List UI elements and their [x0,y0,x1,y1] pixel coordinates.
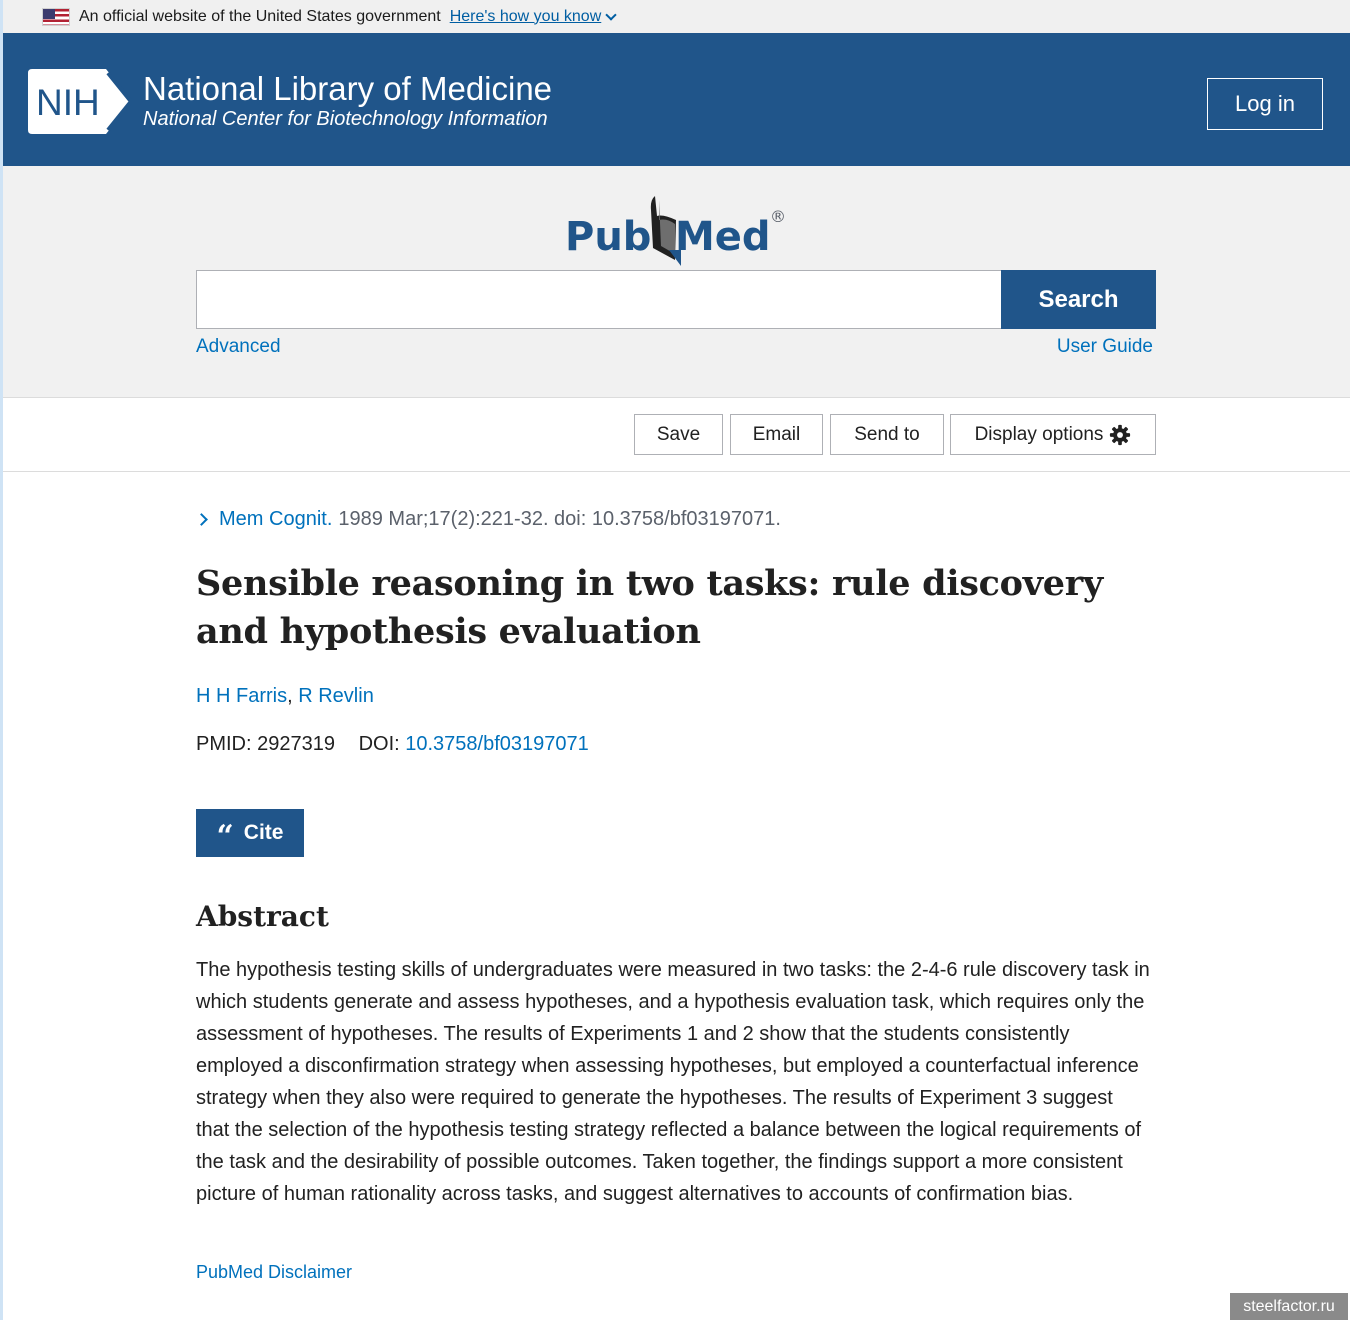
search-area [3,166,1350,398]
author-separator: , [287,685,293,707]
watermark: steelfactor.ru [1230,1293,1348,1320]
abstract-text: The hypothesis testing skills of undergraduates were measured in two tasks: the 2-4-6 rule discovery task in which students generate and assess hypotheses, and a hypothesis evaluation task, which requires only the assessment of hypotheses. The results of Experiments 1 and 2 show that the students consistently employed a disconfirmation strategy when assessing hypotheses, but employed a counterfactual inference strategy when they also were required to generate the hypotheses. The results of Experiment 3 suggest that the selection of the hypothesis testing strategy reflected a balance between the logical requirements of the task and the desirability of possible outcomes. Taken together, the findings support a more consistent picture of human rationality across tasks, and suggest alternatives to accounts of confirmation bias. [196,959,1150,1205]
doi-link[interactable]: 10.3758/bf03197071 [405,733,589,755]
nih-logo-text: NIH [36,82,100,123]
display-options-button[interactable] [950,414,1156,455]
save-button[interactable]: Save [634,414,723,455]
login-button[interactable]: Log in [1207,78,1323,130]
citation-line [196,508,781,531]
pmid-value: 2927319 [257,733,335,755]
article-title: Sensible reasoning in two tasks: rule discovery and hypothesis evaluation [196,563,1103,652]
send-to-button[interactable]: Send to [830,414,944,455]
nih-header [3,33,1350,166]
email-button[interactable]: Email [730,414,823,455]
pmid-label: PMID: [196,733,252,755]
registered-mark: ® [770,207,786,226]
chevron-right-icon[interactable] [195,513,208,526]
how-you-know-label: Here's how you know [449,7,602,25]
gov-banner-text: An official website of the United States government [79,7,441,25]
pubmed-logo-pub: Pub [565,214,652,260]
gov-banner [3,0,1350,33]
journal-link[interactable]: Mem Cognit. [219,508,333,530]
nlm-title[interactable]: National Library of Medicine [143,70,553,107]
cite-label: Cite [243,821,284,844]
search-input[interactable] [196,270,1002,329]
pubmed-logo[interactable] [563,190,793,270]
nih-logo[interactable] [28,69,132,134]
us-flag-icon [42,8,70,26]
user-guide-link[interactable]: User Guide [1056,336,1153,357]
authors-list [196,685,374,708]
abstract-heading: Abstract [196,900,329,933]
pubmed-disclaimer-link[interactable]: PubMed Disclaimer [196,1262,353,1282]
author-link[interactable]: R Revlin [298,685,374,707]
doi-label: DOI: [358,733,400,755]
gear-icon [1109,424,1131,446]
article-identifiers [196,733,589,756]
search-button[interactable]: Search [1001,270,1156,329]
ncbi-subtitle[interactable]: National Center for Biotechnology Information [143,108,548,130]
citation-text: 1989 Mar;17(2):221-32. doi: 10.3758/bf03197071. [338,508,781,530]
how-you-know-link[interactable] [450,8,616,26]
quote-icon: “ [216,819,234,854]
actions-bar [3,398,1350,472]
display-options-label: Display options [974,423,1104,445]
advanced-search-link[interactable]: Advanced [196,336,281,357]
cite-button[interactable] [196,809,304,857]
chevron-down-icon [606,9,617,20]
author-link[interactable]: H H Farris [196,685,288,707]
pubmed-logo-med: Med [675,214,771,260]
